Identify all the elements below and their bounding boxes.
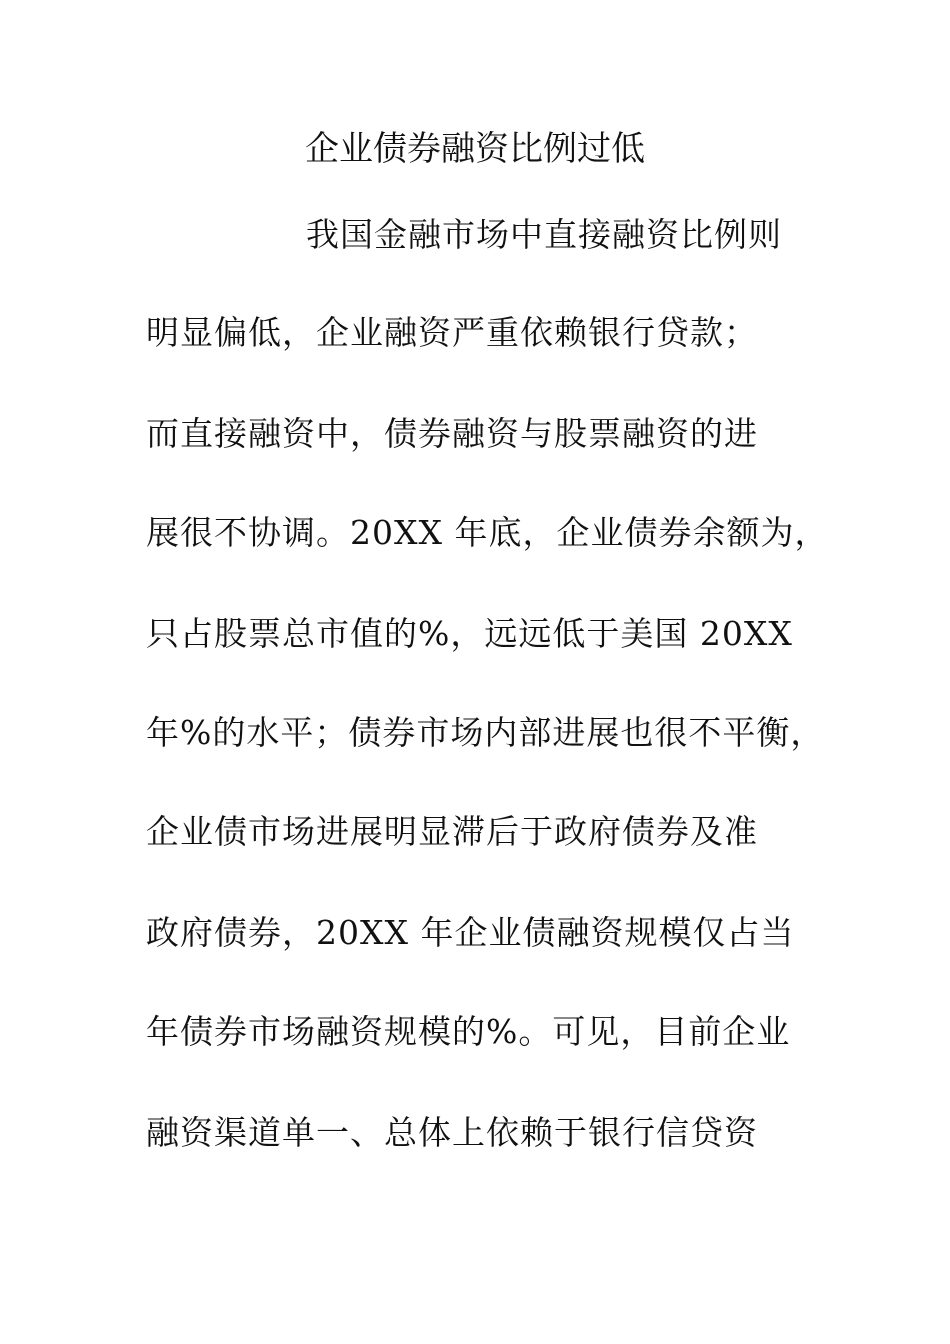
document-title: 企业债券融资比例过低 [305,129,645,169]
paragraph-line-5: 只占股票总市值的%，远远低于美国 20XX [146,614,793,653]
paragraph-line-6: 年%的水平；债券市场内部进展也很不平衡， [146,713,825,752]
paragraph-line-2: 明显偏低，企业融资严重依赖银行贷款； [146,313,758,352]
paragraph-line-7: 企业债市场进展明显滞后于政府债券及准 [146,812,758,851]
paragraph-line-8: 政府债券，20XX 年企业债融资规模仅占当 [146,913,795,952]
paragraph-line-4: 展很不协调。20XX 年底，企业债券余额为， [146,513,829,552]
paragraph-line-10: 融资渠道单一、总体上依赖于银行信贷资 [146,1113,758,1152]
paragraph-line-9: 年债券市场融资规模的%。可见，目前企业 [146,1012,791,1051]
paragraph-line-1: 我国金融市场中直接融资比例则 [306,215,782,254]
paragraph-line-3: 而直接融资中，债券融资与股票融资的进 [146,414,758,453]
